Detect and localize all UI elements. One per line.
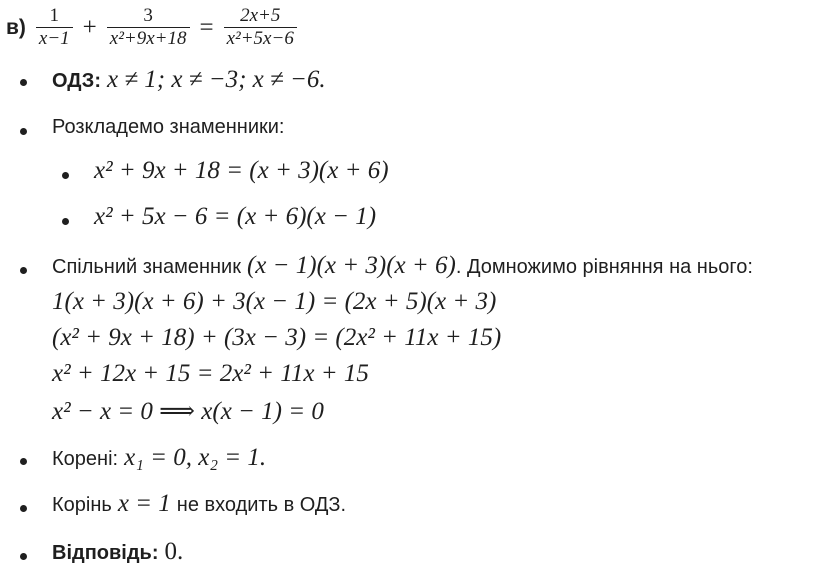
step-line: (x² + 9x + 18) + (3x − 3) = (2x² + 11x + 15) (52, 324, 502, 351)
problem-label: в) (6, 15, 26, 39)
common-expr: (x − 1)(x + 3)(x + 6) (246, 252, 456, 279)
bullet (20, 505, 27, 512)
answer-label: Відповідь: (52, 542, 159, 564)
reject-line (52, 490, 346, 518)
bullet (20, 128, 27, 135)
answer-line (52, 538, 183, 566)
reject-pre: Корінь (52, 494, 112, 516)
odz-conditions: x ≠ 1; x ≠ −3; x ≠ −6. (106, 66, 326, 93)
factor-intro: Розкладемо знаменники: (52, 116, 285, 138)
bullet (62, 172, 69, 179)
step-line: 1(x + 3)(x + 6) + 3(x − 1) = (2x + 5)(x + 3) (52, 288, 497, 315)
roots-line (52, 444, 266, 472)
bullet (20, 458, 27, 465)
factor-item: x² + 5x − 6 = (x + 6)(x − 1) (94, 203, 377, 230)
step-line: x² + 12x + 15 = 2x² + 11x + 15 (52, 360, 369, 387)
plus-sign: + (82, 13, 97, 41)
step-line: x² − x = 0 ⟹ x(x − 1) = 0 (52, 398, 324, 425)
reject-post: не входить в ОДЗ. (176, 494, 347, 516)
reject-expr: x = 1 (117, 490, 171, 517)
answer-value: 0. (164, 538, 184, 565)
bullet (20, 267, 27, 274)
fraction-middle: $\frac{3}{\text{x²+9x+18}}$ (107, 6, 190, 49)
odz-label: ОДЗ: (52, 70, 101, 92)
common-denominator-line (52, 252, 753, 280)
common-tail: . Домножимо рівняння на нього: (455, 256, 753, 278)
odz-line (52, 66, 326, 94)
bullet (62, 218, 69, 225)
factor-item: x² + 9x + 18 = (x + 3)(x + 6) (94, 157, 389, 184)
problem-equation (6, 6, 301, 49)
fraction-right: $\frac{2x+5}{\text{x²+5x−6}}$ (224, 6, 297, 49)
roots-label: Корені: (52, 448, 119, 470)
bullet (20, 79, 27, 86)
bullet (20, 553, 27, 560)
fraction-left: $\frac{1}{x-1}$ (36, 6, 73, 49)
roots-expr: x₁ = 0, x₂ = 1. (124, 444, 267, 471)
common-lead: Спільний знаменник (52, 256, 241, 278)
equals-sign: = (199, 13, 214, 41)
